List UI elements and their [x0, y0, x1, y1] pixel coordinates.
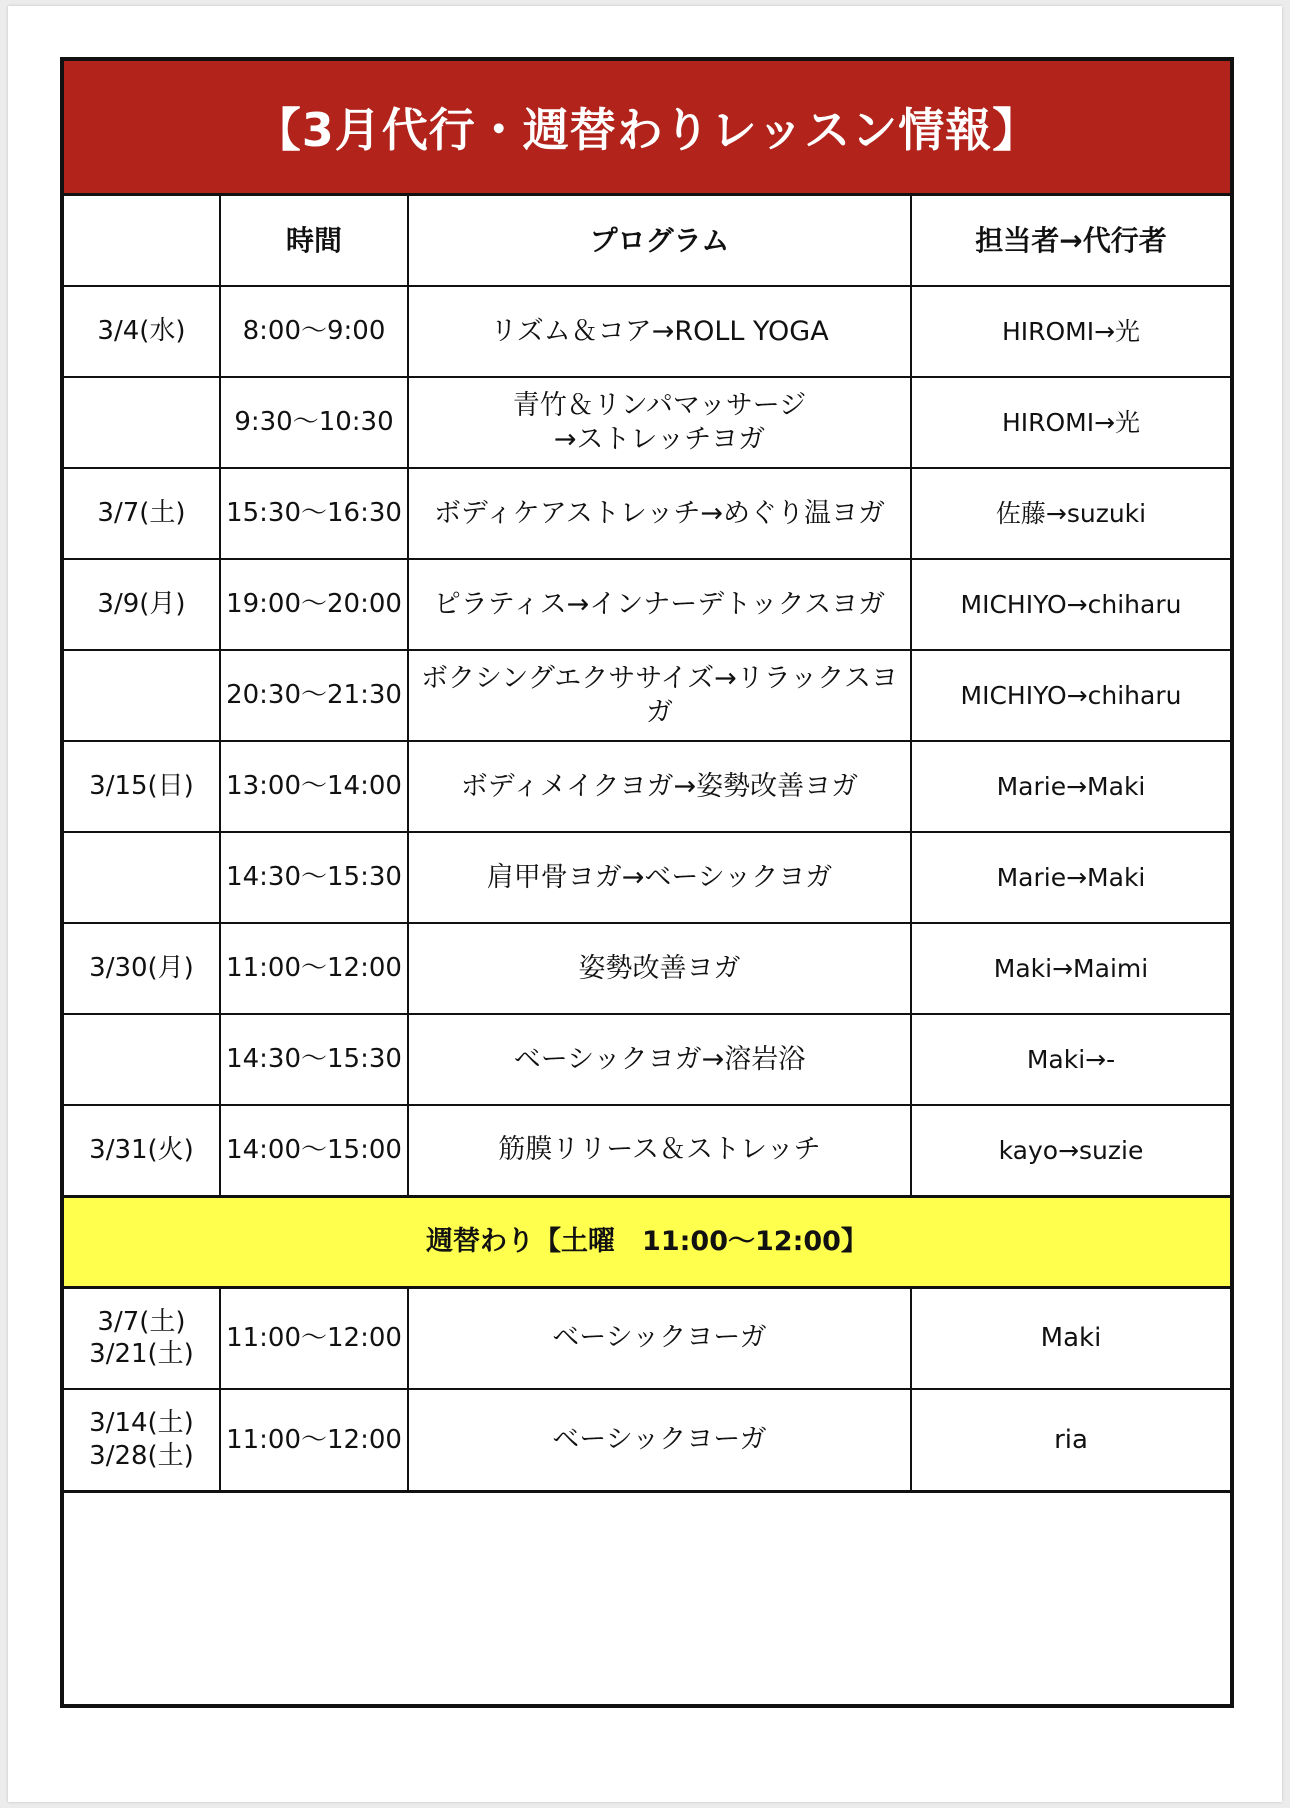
table-row: [64, 1287, 1230, 1389]
header-instructor: 担当者→代行者: [911, 196, 1230, 286]
date-cell: 3/30(月): [64, 923, 220, 1014]
table-row: [64, 1389, 1230, 1491]
date-cell: 3/31(火): [64, 1105, 220, 1196]
header-time: 時間: [220, 196, 408, 286]
table-row: [64, 650, 1230, 741]
weekly-band-label: 週替わり【土曜 11:00～12:00】: [64, 1196, 1230, 1287]
instructor-cell: kayo→suzie: [911, 1105, 1230, 1196]
date-cell: [64, 650, 220, 741]
page-title: 【3月代行・週替わりレッスン情報】: [64, 61, 1230, 196]
table-row: [64, 286, 1230, 377]
table-row: [64, 1014, 1230, 1105]
date-cell: 3/4(水): [64, 286, 220, 377]
program-cell: ベーシックヨガ→溶岩浴: [408, 1014, 911, 1105]
date-cell: 3/7(土) 3/21(土): [64, 1287, 220, 1389]
date-cell: 3/14(土) 3/28(土): [64, 1389, 220, 1491]
instructor-cell: HIROMI→光: [911, 377, 1230, 468]
instructor-cell: ria: [911, 1389, 1230, 1491]
time-cell: 8:00～9:00: [220, 286, 408, 377]
table-row: [64, 741, 1230, 832]
instructor-cell: Maki→-: [911, 1014, 1230, 1105]
instructor-cell: MICHIYO→chiharu: [911, 650, 1230, 741]
instructor-cell: Maki: [911, 1287, 1230, 1389]
instructor-cell: Marie→Maki: [911, 832, 1230, 923]
table-row: [64, 377, 1230, 468]
header-row: [64, 196, 1230, 286]
time-cell: 14:30～15:30: [220, 832, 408, 923]
time-cell: 19:00～20:00: [220, 559, 408, 650]
schedule-frame: [60, 57, 1234, 1708]
program-cell: 青竹＆リンパマッサージ →ストレッチヨガ: [408, 377, 911, 468]
time-cell: 20:30～21:30: [220, 650, 408, 741]
instructor-cell: Marie→Maki: [911, 741, 1230, 832]
time-cell: 13:00～14:00: [220, 741, 408, 832]
date-cell: [64, 832, 220, 923]
date-cell: [64, 377, 220, 468]
schedule-table: [64, 196, 1230, 1493]
instructor-cell: 佐藤→suzuki: [911, 468, 1230, 559]
program-cell: ベーシックヨーガ: [408, 1287, 911, 1389]
program-cell: ピラティス→インナーデトックスヨガ: [408, 559, 911, 650]
time-cell: 9:30～10:30: [220, 377, 408, 468]
time-cell: 15:30～16:30: [220, 468, 408, 559]
weekly-band-row: [64, 1196, 1230, 1287]
instructor-cell: MICHIYO→chiharu: [911, 559, 1230, 650]
time-cell: 14:30～15:30: [220, 1014, 408, 1105]
program-cell: ボディケアストレッチ→めぐり温ヨガ: [408, 468, 911, 559]
table-row: [64, 468, 1230, 559]
table-row: [64, 832, 1230, 923]
table-row: [64, 1105, 1230, 1196]
header-program: プログラム: [408, 196, 911, 286]
date-cell: [64, 1014, 220, 1105]
header-date: [64, 196, 220, 286]
document-page: [8, 6, 1282, 1802]
program-cell: リズム＆コア→ROLL YOGA: [408, 286, 911, 377]
table-row: [64, 559, 1230, 650]
program-cell: ベーシックヨーガ: [408, 1389, 911, 1491]
program-cell: 筋膜リリース＆ストレッチ: [408, 1105, 911, 1196]
date-cell: 3/9(月): [64, 559, 220, 650]
program-cell: 肩甲骨ヨガ→ベーシックヨガ: [408, 832, 911, 923]
time-cell: 14:00～15:00: [220, 1105, 408, 1196]
program-cell: ボディメイクヨガ→姿勢改善ヨガ: [408, 741, 911, 832]
program-cell: 姿勢改善ヨガ: [408, 923, 911, 1014]
time-cell: 11:00～12:00: [220, 923, 408, 1014]
program-cell: ボクシングエクササイズ→リラックスヨガ: [408, 650, 911, 741]
table-row: [64, 923, 1230, 1014]
time-cell: 11:00～12:00: [220, 1287, 408, 1389]
instructor-cell: HIROMI→光: [911, 286, 1230, 377]
date-cell: 3/7(土): [64, 468, 220, 559]
date-cell: 3/15(日): [64, 741, 220, 832]
time-cell: 11:00～12:00: [220, 1389, 408, 1491]
instructor-cell: Maki→Maimi: [911, 923, 1230, 1014]
